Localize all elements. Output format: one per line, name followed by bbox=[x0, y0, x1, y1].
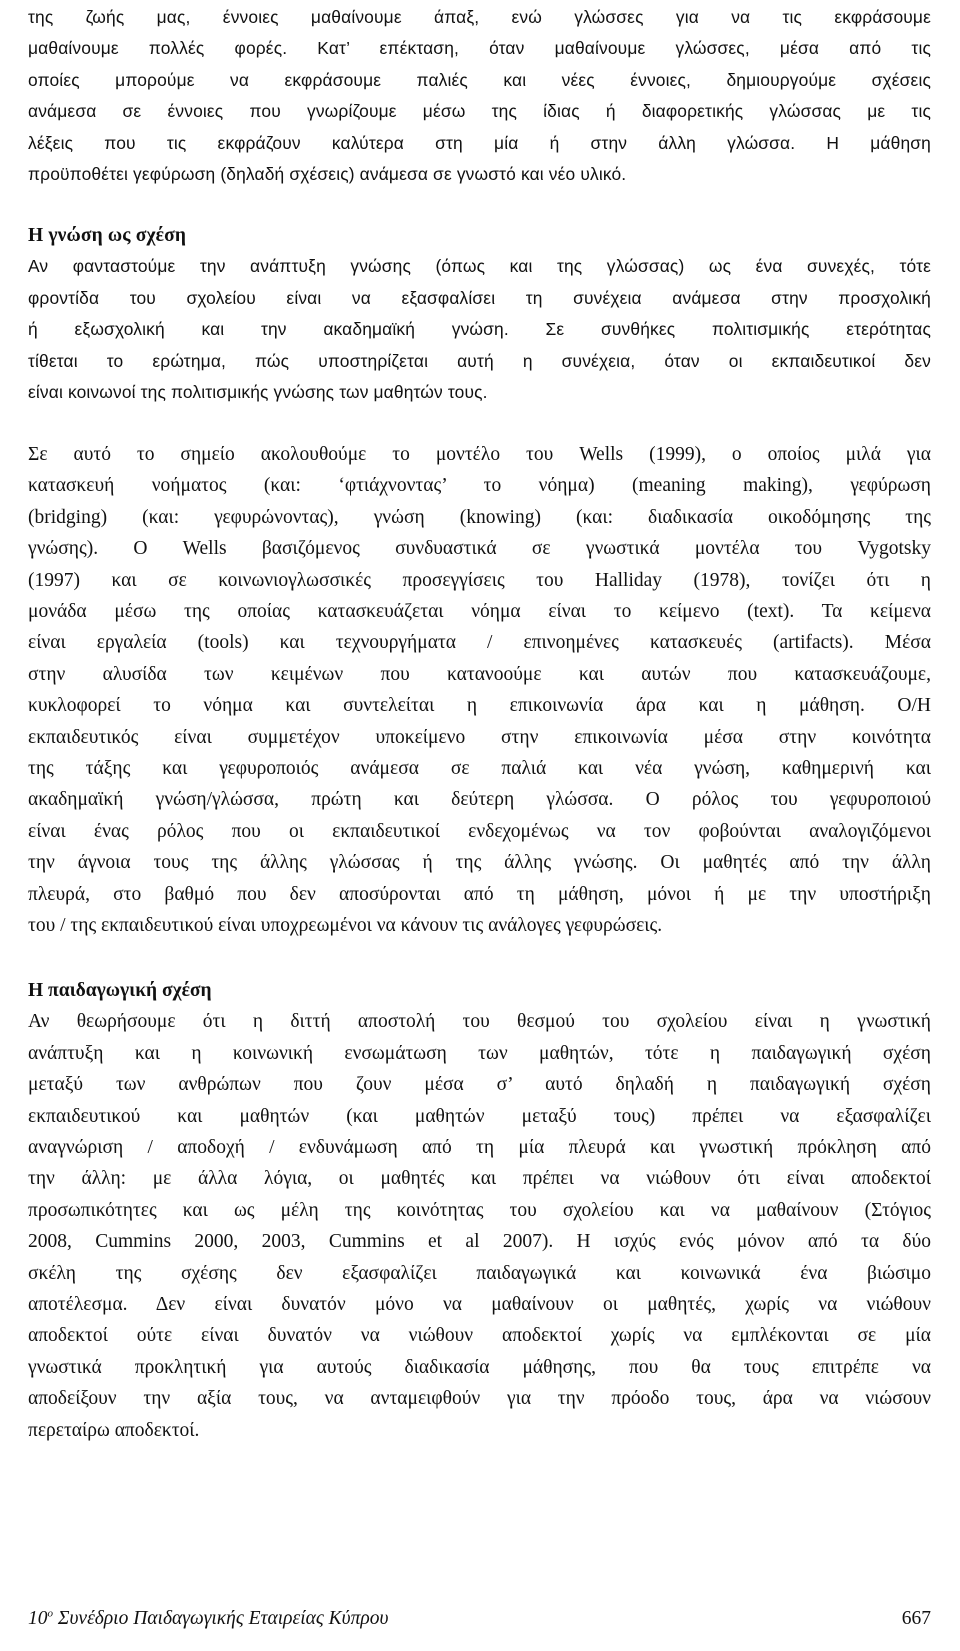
text-line: μαθαίνουμε πολλές φορές. Κατ’ επέκταση, όταν μαθαίνουμε γλώσσες, μέσα από τις bbox=[28, 38, 931, 59]
conference-name: Συνέδριο Παιδαγωγικής Εταιρείας Κύπρου bbox=[57, 1608, 389, 1629]
ordinal-superscript: ο bbox=[47, 1607, 53, 1620]
paragraph-wells-model bbox=[28, 439, 931, 942]
text-line: ακαδημαϊκή γνώση/γλώσσα, πρώτη και δεύτερη γλώσσα. Ο ρόλος του γεφυροποιού bbox=[28, 789, 931, 811]
text-line: πλευρά, στο βαθμό που δεν αποσύρονται από τη μάθηση, μόνοι ή με την υποστήριξη bbox=[28, 883, 931, 905]
text-line: λέξεις που τις εκφράζουν καλύτερα στη μία ή στην άλλη γλώσσα. Η μάθηση bbox=[28, 132, 931, 153]
text-line: την άλλη: με άλλα λόγια, οι μαθητές και πρέπει να νιώθουν ότι είναι αποδεκτοί bbox=[28, 1168, 931, 1190]
text-line: αποδείξουν την αξία τους, να ανταμειφθούν για την πρόοδο τους, άρα να νιώσουν bbox=[28, 1388, 931, 1410]
text-line: 2008, Cummins 2000, 2003, Cummins et al 2007). Η ισχύς ενός μόνον από τα δύο bbox=[28, 1231, 931, 1253]
text-line: φροντίδα του σχολείου είναι να εξασφαλίσει τη συνέχεια ανάμεσα στην προσχολική bbox=[28, 287, 931, 308]
text-line: (bridging) (και: γεφυρώνοντας), γνώση (knowing) (και: διαδικασία οικοδόμησης της bbox=[28, 506, 931, 528]
paragraph-intro bbox=[28, 2, 931, 190]
text-line: είναι εργαλεία (tools) και τεχνουργήματα / επινοημένες κατασκευές (artifacts). Μέσα bbox=[28, 632, 931, 654]
section-pedagogical-relation bbox=[28, 975, 931, 1446]
text-line: μονάδα μέσω της οποίας κατασκευάζεται νόημα είναι το κείμενο (text). Τα κείμενα bbox=[28, 601, 931, 623]
text-line: μεταξύ των ανθρώπων που ζουν μέσα σ’ αυτό δηλαδή η παιδαγωγική σχέση bbox=[28, 1074, 931, 1096]
text-line: (1997) και σε κοινωνιογλωσσικές προσεγγίσεις του Halliday (1978), τονίζει ότι η bbox=[28, 569, 931, 591]
text-line: εκπαιδευτικός είναι συμμετέχον υποκείμενο στην επικοινωνία μέσα στην κοινότητα bbox=[28, 726, 931, 748]
text-line: ή εξωσχολική και την ακαδημαϊκή γνώση. Σε συνθήκες πολιτισμικής ετερότητας bbox=[28, 319, 931, 340]
text-line: γνωστικά προκλητική για αυτούς διαδικασία μάθησης, που θα τους επιτρέπε να bbox=[28, 1356, 931, 1378]
text-line: της τάξης και γεφυροποιός ανάμεσα σε παλιά και νέα γνώση, καθημερινή και bbox=[28, 758, 931, 780]
conference-number: 10 bbox=[28, 1608, 48, 1629]
section-heading: Η παιδαγωγική σχέση bbox=[28, 980, 212, 1001]
text-line: περεταίρω αποδεκτοί. bbox=[28, 1419, 200, 1441]
text-line: είναι κοινωνοί της πολιτισμικής γνώσης των μαθητών τους. bbox=[28, 382, 488, 403]
text-line: κατασκευή νοήματος (και: ‘φτιάχνοντας’ το νόημα) (meaning making), γεφύρωση bbox=[28, 475, 931, 497]
text-line: είναι ένας ρόλος που οι εκπαιδευτικοί ενδεχομένως να τον φοβούνται αναλογιζόμενοι bbox=[28, 820, 931, 842]
text-line: του / της εκπαιδευτικού είναι υποχρεωμένοι να κάνουν τις ανάλογες γεφυρώσεις. bbox=[28, 915, 663, 937]
text-line: αποτέλεσμα. Δεν είναι δυνατόν μόνο να μαθαίνουν οι μαθητές, χωρίς να νιώθουν bbox=[28, 1294, 931, 1316]
text-line: Αν θεωρήσουμε ότι η διττή αποστολή του θεσμού του σχολείου είναι η γνωστική bbox=[28, 1011, 931, 1033]
text-line: ανάμεσα σε έννοιες που γνωρίζουμε μέσω της ίδιας ή διαφορετικής γλώσσας με τις bbox=[28, 101, 931, 122]
text-line: σκέλη της σχέσης δεν εξασφαλίζει παιδαγωγικά και κοινωνικά ένα βιώσιμο bbox=[28, 1262, 931, 1284]
text-line: τίθεται το ερώτημα, πώς υποστηρίζεται αυτή η συνέχεια, όταν οι εκπαιδευτικοί δεν bbox=[28, 350, 931, 371]
text-line: αναγνώριση / αποδοχή / ενδυνάμωση από τη μία πλευρά και γνωστική πρόκληση από bbox=[28, 1137, 931, 1159]
text-line: εκπαιδευτικού και μαθητών (και μαθητών μεταξύ τους) πρέπει να εξασφαλίζει bbox=[28, 1105, 931, 1127]
text-line: προϋποθέτει γεφύρωση (δηλαδή σχέσεις) ανάμεσα σε γνωστό και νέο υλικό. bbox=[28, 164, 627, 185]
text-line: της ζωής μας, έννοιες μαθαίνουμε άπαξ, ενώ γλώσσες για να τις εκφράσουμε bbox=[28, 7, 931, 27]
page-footer bbox=[28, 1604, 931, 1634]
text-line: την άγνοια τους της άλλης γλώσσας ή της άλλης γνώσης. Οι μαθητές από την άλλη bbox=[28, 852, 931, 874]
section-heading: Η γνώση ως σχέση bbox=[28, 225, 187, 246]
text-line: ανάπτυξη και η κοινωνική ενσωμάτωση των μαθητών, τότε η παιδαγωγική σχέση bbox=[28, 1042, 931, 1064]
text-line: Αν φανταστούμε την ανάπτυξη γνώσης (όπως και της γλώσσας) ως ένα συνεχές, τότε bbox=[28, 256, 931, 277]
text-line: γνώσης). Ο Wells βασιζόμενος συνδυαστικά σε γνωστικά μοντέλα του Vygotsky bbox=[28, 538, 931, 560]
text-line: οποίες μπορούμε να εκφράσουμε παλιές και νέες έννοιες, δημιουργούμε σχέσεις bbox=[28, 69, 931, 90]
text-line: Σε αυτό το σημείο ακολουθούμε το μοντέλο του Wells (1999), ο οποίος μιλά για bbox=[28, 444, 931, 465]
text-line: αποδεκτοί ούτε είναι δυνατόν να νιώθουν αποδεκτοί χωρίς να εμπλέκονται σε μία bbox=[28, 1325, 931, 1347]
section-knowledge-as-relation bbox=[28, 220, 931, 408]
text-line: προσωπικότητες και ως μέλη της κοινότητας του σχολείου και να μαθαίνουν (Στόγιος bbox=[28, 1199, 931, 1221]
text-line: κυκλοφορεί το νόημα και συντελείται η επικοινωνία άρα και η μάθηση. Ο/Η bbox=[28, 695, 931, 717]
page-number: 667 bbox=[901, 1608, 931, 1629]
text-line: στην αλυσίδα των κειμένων που κατανοούμε και αυτών που κατασκευάζουμε, bbox=[28, 663, 931, 685]
